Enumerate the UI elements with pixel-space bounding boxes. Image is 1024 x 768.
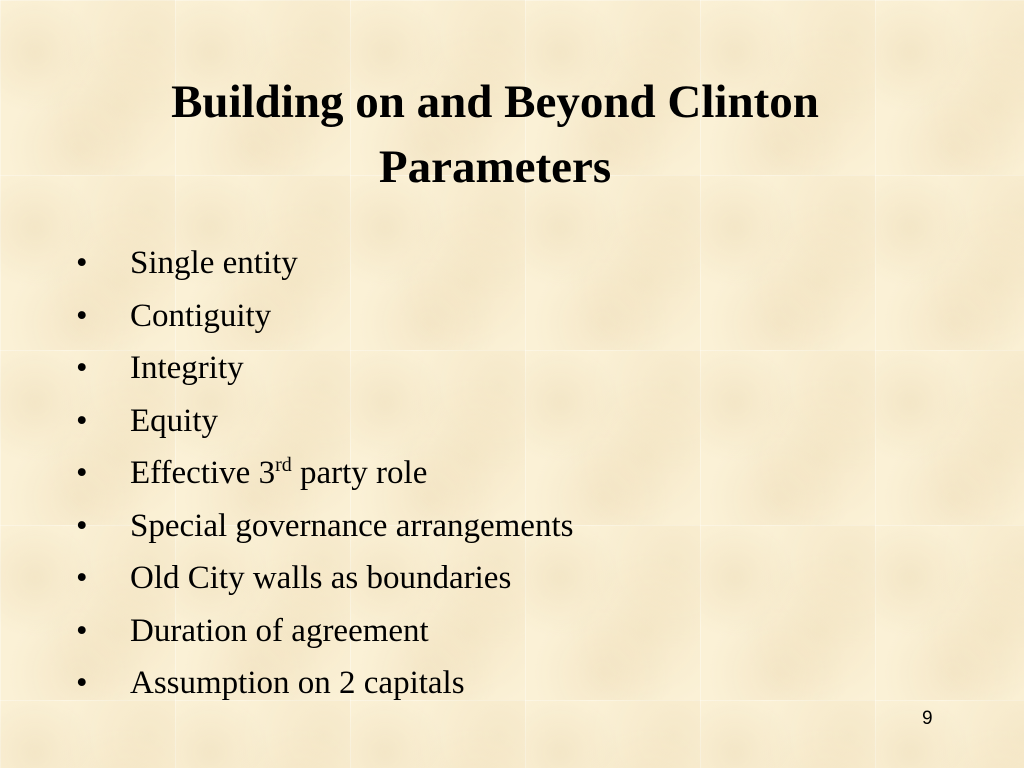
bullet-item	[76, 605, 573, 658]
bullet-item	[76, 447, 573, 500]
bullet-list	[76, 237, 573, 710]
slide-title-line-2: Parameters	[378, 141, 612, 193]
bullet-item	[76, 342, 573, 395]
bullet-item	[76, 552, 573, 605]
bullet-item	[76, 237, 573, 290]
ordinal-suffix: rd	[275, 454, 292, 476]
bullet-text-duration: Duration of agreement	[130, 612, 429, 649]
bullet-text-single-entity: Single entity	[130, 245, 298, 281]
page-number: 9	[922, 708, 933, 729]
slide-title-line-1: Building on and Beyond Clinton	[171, 76, 819, 128]
bullet-text-integrity: Integrity	[130, 350, 244, 386]
bullet-icon: •	[76, 560, 88, 596]
bullet-icon: •	[76, 245, 88, 281]
bullet-icon: •	[76, 455, 88, 491]
bullet-text-equity: Equity	[130, 402, 218, 439]
bullet-icon: •	[76, 350, 88, 386]
bullet-item	[76, 657, 573, 710]
bullet-text-two-capitals: Assumption on 2 capitals	[130, 665, 465, 701]
bullet-text-third-party-end: party role	[291, 455, 428, 491]
bullet-item	[76, 290, 573, 343]
bullet-text-third-party-role	[130, 455, 427, 491]
bullet-icon: •	[76, 402, 88, 439]
bullet-text-third-party-start: Effective 3	[130, 455, 276, 491]
bullet-icon: •	[76, 665, 88, 701]
bullet-item	[76, 500, 573, 553]
bullet-item	[76, 395, 573, 448]
bullet-icon: •	[76, 297, 88, 334]
bullet-icon: •	[76, 507, 88, 544]
bullet-text-contiguity: Contiguity	[130, 297, 272, 334]
bullet-text-special-governance: Special governance arrangements	[130, 507, 574, 544]
bullet-text-old-city-walls: Old City walls as boundaries	[130, 560, 512, 596]
bullet-icon: •	[76, 612, 88, 649]
slide-title	[60, 70, 930, 200]
